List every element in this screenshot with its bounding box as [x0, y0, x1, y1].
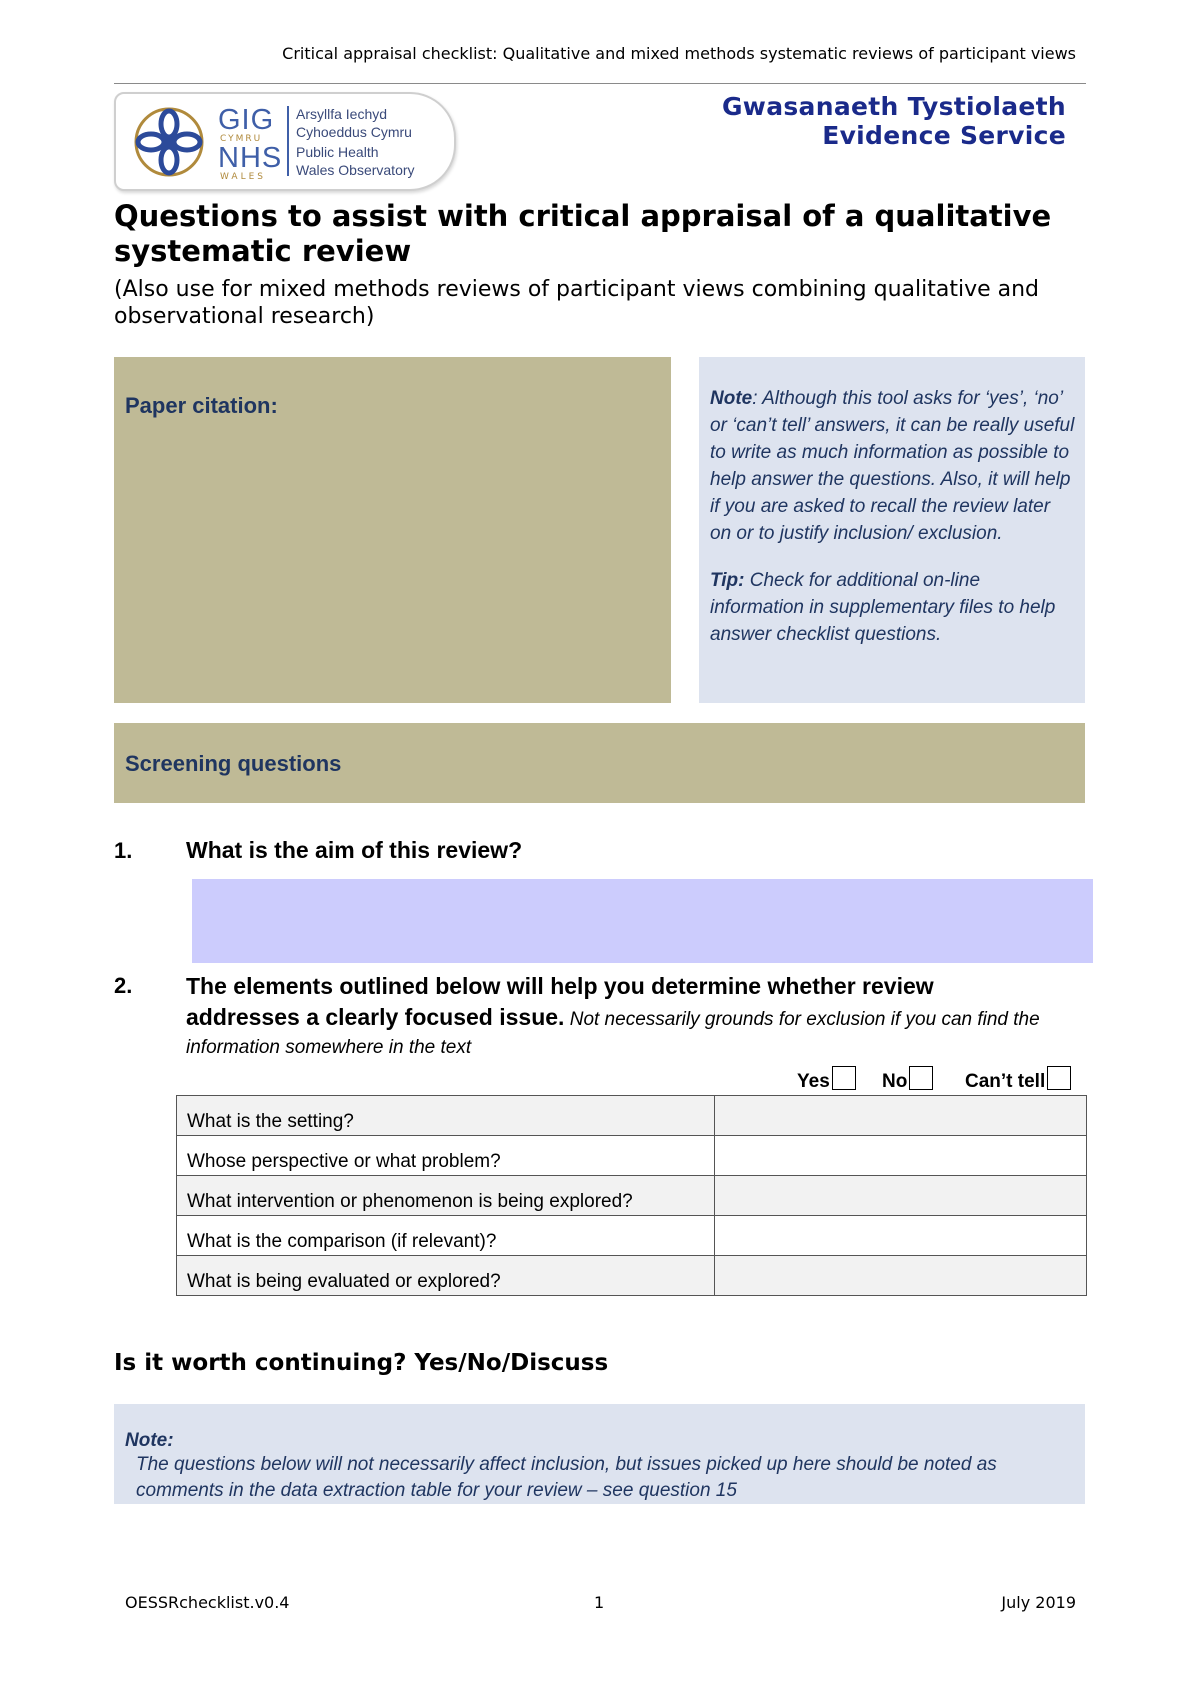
note-panel	[699, 357, 1085, 703]
table-row-question: What is the setting?	[177, 1096, 715, 1136]
note-panel-2	[114, 1404, 1085, 1504]
paper-citation-label: Paper citation:	[125, 393, 278, 418]
question-1-answer-field[interactable]	[192, 879, 1093, 963]
note-2-label: Note:	[125, 1430, 174, 1451]
service-english: Evidence Service	[822, 121, 1066, 150]
no-checkbox[interactable]	[909, 1066, 933, 1090]
focus-elements-table	[176, 1095, 1087, 1296]
footer-doc-id: OESSRchecklist.v0.4	[125, 1593, 290, 1612]
question-1-number: 1.	[114, 838, 133, 863]
question-2-line-2	[186, 1002, 1086, 1035]
table-row-answer[interactable]	[715, 1176, 1087, 1216]
no-label: No	[882, 1071, 908, 1092]
table-row-answer[interactable]	[715, 1136, 1087, 1176]
evidence-service-title	[722, 92, 1066, 150]
question-2-line-3: information somewhere in the text	[186, 1037, 472, 1058]
table-row	[177, 1256, 1087, 1296]
table-row	[177, 1176, 1087, 1216]
note-2-text	[125, 1428, 1075, 1501]
logo-wales-text: WALES	[220, 172, 266, 182]
logo-gig-text: GIG	[218, 104, 275, 136]
table-row-question: What is being evaluated or explored?	[177, 1256, 715, 1296]
logo-line-4: Wales Observatory	[296, 162, 415, 178]
question-2-focus-text: addresses a clearly focused issue.	[186, 1004, 565, 1030]
celtic-knot-icon	[128, 102, 210, 182]
yes-option[interactable]	[797, 1066, 856, 1093]
footer-date: July 2019	[1001, 1593, 1076, 1612]
phw-observatory-logo	[114, 92, 456, 191]
note-2-body: The questions below will not necessarily affect inclusion, but issues picked up here should be noted as comments in the data extraction table for your review – see question 15	[136, 1454, 997, 1501]
question-2-text	[186, 970, 1086, 1061]
logo-nhs-text: NHS	[218, 142, 283, 174]
paper-citation-box[interactable]	[114, 357, 671, 703]
yes-checkbox[interactable]	[832, 1066, 856, 1090]
page-title: Questions to assist with critical appraisal of a qualitative systematic review	[114, 199, 1052, 268]
table-row-answer[interactable]	[715, 1216, 1087, 1256]
table-row	[177, 1136, 1087, 1176]
note-label: Note	[710, 388, 753, 409]
table-row-question: What intervention or phenomenon is being explored?	[177, 1176, 715, 1216]
footer-page-number: 1	[594, 1593, 605, 1612]
page-subtitle: (Also use for mixed methods reviews of participant views combining qualitative and observational research)	[114, 277, 1040, 329]
logo-line-1: Arsyllfa Iechyd	[296, 106, 388, 122]
no-option[interactable]	[882, 1066, 933, 1093]
question-2-line-1: The elements outlined below will help you determine whether review	[186, 973, 934, 999]
screening-questions-label: Screening questions	[125, 751, 342, 776]
tip-label: Tip:	[710, 570, 745, 591]
table-row-answer[interactable]	[715, 1096, 1087, 1136]
service-welsh: Gwasanaeth Tystiolaeth	[721, 92, 1066, 121]
cant-tell-checkbox[interactable]	[1047, 1066, 1071, 1090]
table-row-question: What is the comparison (if relevant)?	[177, 1216, 715, 1256]
logo-cymru-text: CYMRU	[220, 134, 263, 144]
question-1-text: What is the aim of this review?	[186, 837, 523, 863]
note-text	[710, 385, 1075, 648]
cant-tell-label: Can’t tell	[965, 1071, 1046, 1092]
table-row-answer[interactable]	[715, 1256, 1087, 1296]
screening-questions-banner	[114, 723, 1085, 803]
question-2-number: 2.	[114, 973, 133, 998]
table-row	[177, 1096, 1087, 1136]
tip-body: Check for additional on-line information in supplementary files to help answer checklist questions.	[710, 570, 1056, 645]
note-body: : Although this tool asks for ‘yes’, ‘no’ or ‘can’t tell’ answers, it can be really useful to write as much information as possible to help answer the questions. Also, it will help if you are asked to recall the review later on or to justify inclusion/ exclusion.	[710, 388, 1075, 544]
logo-divider	[287, 106, 289, 176]
yes-label: Yes	[797, 1071, 830, 1092]
cant-tell-option[interactable]	[965, 1066, 1071, 1093]
logo-line-3: Public Health	[296, 144, 379, 160]
running-header: Critical appraisal checklist: Qualitative and mixed methods systematic reviews of participant views	[282, 44, 1076, 63]
question-2-exclusion-note: Not necessarily grounds for exclusion if you can find the	[564, 1009, 1040, 1030]
table-row-question: Whose perspective or what problem?	[177, 1136, 715, 1176]
worth-continuing-heading: Is it worth continuing? Yes/No/Discuss	[114, 1350, 609, 1376]
logo-line-2: Cyhoeddus Cymru	[296, 124, 412, 140]
table-row	[177, 1216, 1087, 1256]
header-rule	[114, 83, 1086, 84]
